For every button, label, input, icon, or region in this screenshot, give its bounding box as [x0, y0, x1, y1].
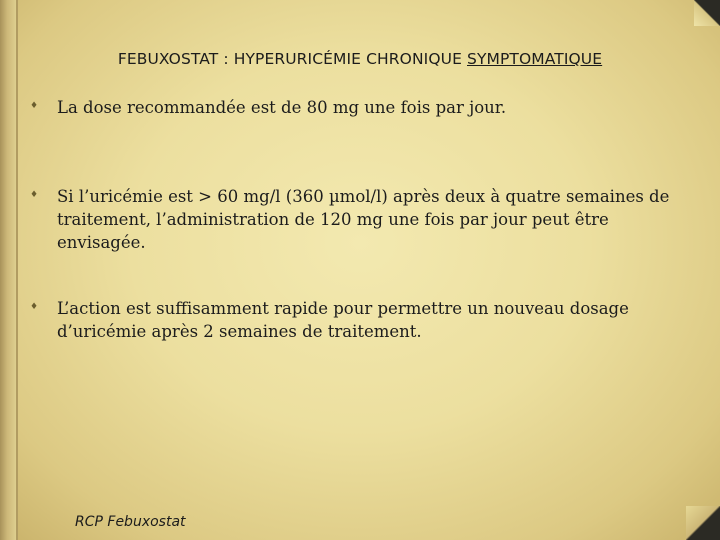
title-main: FEBUXOSTAT : HYPERURICÉMIE CHRONIQUE	[117, 50, 467, 68]
diamond-bullet-icon: ♦	[30, 101, 39, 111]
bullet-item	[30, 96, 700, 119]
slide-title	[0, 50, 720, 68]
diamond-bullet-icon: ♦	[30, 302, 39, 312]
page-curl-bottom	[686, 506, 720, 540]
bullet-text: Si l’uricémie est > 60 mg/l (360 µmol/l) après deux à quatre semaines de traitement, l’administration de 120 mg une fois par jour peut être envisagée.	[57, 187, 670, 252]
bullet-item	[30, 185, 700, 254]
page-edge	[0, 0, 18, 540]
title-emphasis: SYMPTOMATIQUE	[467, 50, 603, 68]
bullet-text: La dose recommandée est de 80 mg une fois par jour.	[57, 98, 507, 117]
bullet-item	[30, 297, 700, 343]
diamond-bullet-icon: ♦	[30, 190, 39, 200]
bullet-text: L’action est suffisamment rapide pour permettre un nouveau dosage d’uricémie après 2 semaines de traitement.	[57, 299, 629, 341]
page-curl-top	[694, 0, 720, 26]
footer-source: RCP Febuxostat	[75, 514, 186, 530]
